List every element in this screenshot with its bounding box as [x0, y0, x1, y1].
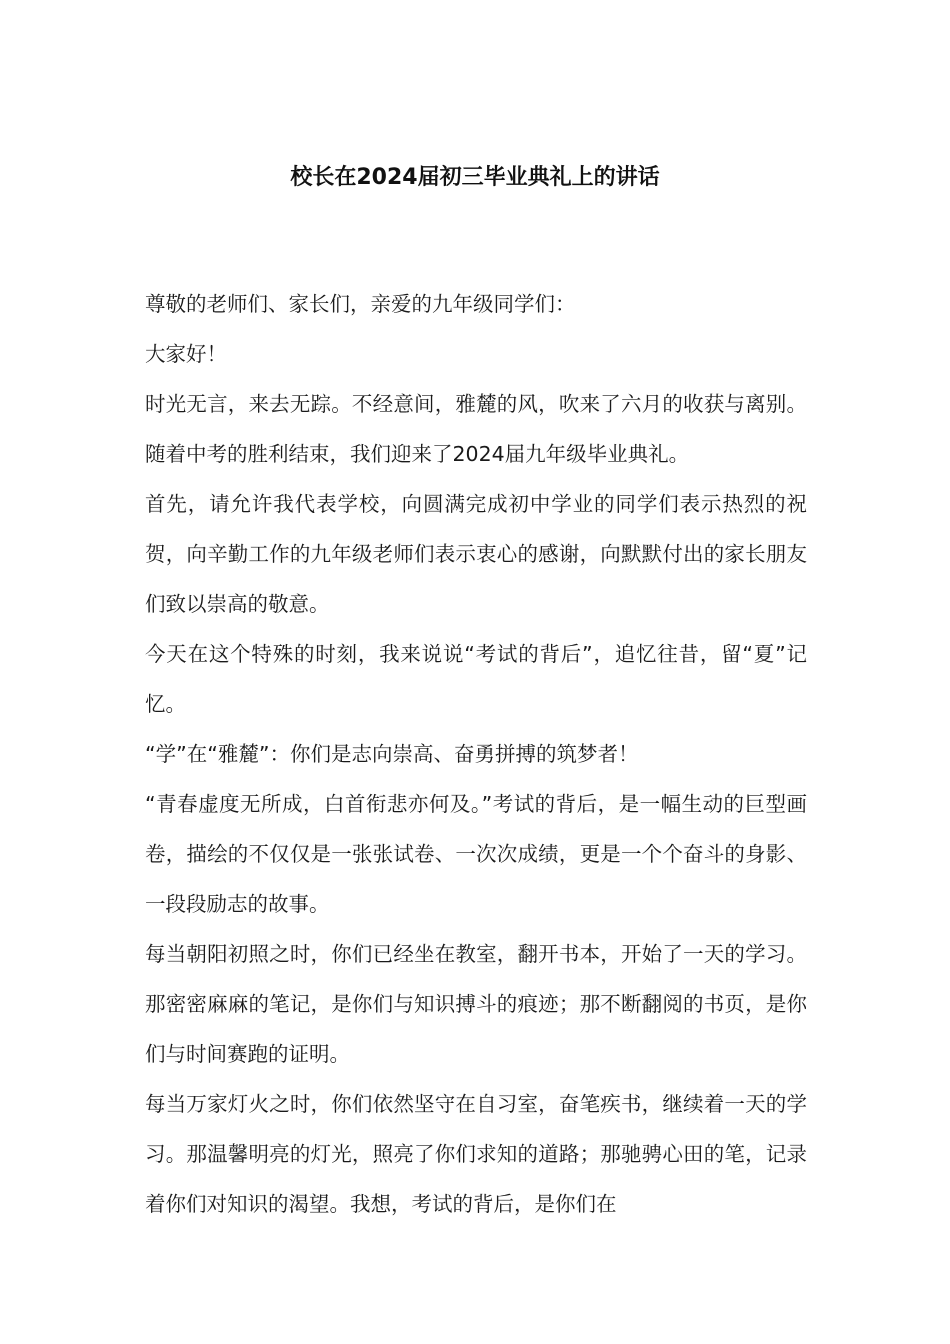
paragraph: 每当朝阳初照之时，你们已经坐在教室，翻开书本，开始了一天的学习。那密密麻麻的笔记，是你们与知识搏斗的痕迹；那不断翻阅的书页，是你们与时间赛跑的证明。	[145, 942, 807, 1066]
paragraph-greeting: 大家好！	[145, 342, 227, 366]
paragraph: 每当万家灯火之时，你们依然坚守在自习室，奋笔疾书，继续着一天的学习。那温馨明亮的灯光，照亮了你们求知的道路；那驰骋心田的笔，记录着你们对知识的渴望。我想，考试的背后，是你们在	[145, 1092, 807, 1216]
paragraph: “青春虚度无所成，白首衔悲亦何及。”考试的背后，是一幅生动的巨型画卷，描绘的不仅仅是一张张试卷、一次次成绩，更是一个个奋斗的身影、一段段励志的故事。	[145, 792, 807, 916]
page-title: 校长在2024届初三毕业典礼上的讲话	[290, 165, 660, 190]
paragraph-salutation: 尊敬的老师们、家长们，亲爱的九年级同学们：	[145, 292, 576, 316]
paragraph: 首先，请允许我代表学校，向圆满完成初中学业的同学们表示热烈的祝贺，向辛勤工作的九年级老师们表示衷心的感谢，向默默付出的家长朋友们致以崇高的敬意。	[145, 492, 807, 616]
document-body	[145, 279, 807, 1229]
section-heading: “学”在“雅麓”：你们是志向崇高、奋勇拼搏的筑梦者！	[145, 742, 639, 766]
paragraph: 今天在这个特殊的时刻，我来说说“考试的背后”，追忆往昔，留“夏”记忆。	[145, 642, 807, 716]
paragraph: 时光无言，来去无踪。不经意间，雅麓的风，吹来了六月的收获与离别。随着中考的胜利结束，我们迎来了2024届九年级毕业典礼。	[145, 392, 807, 466]
